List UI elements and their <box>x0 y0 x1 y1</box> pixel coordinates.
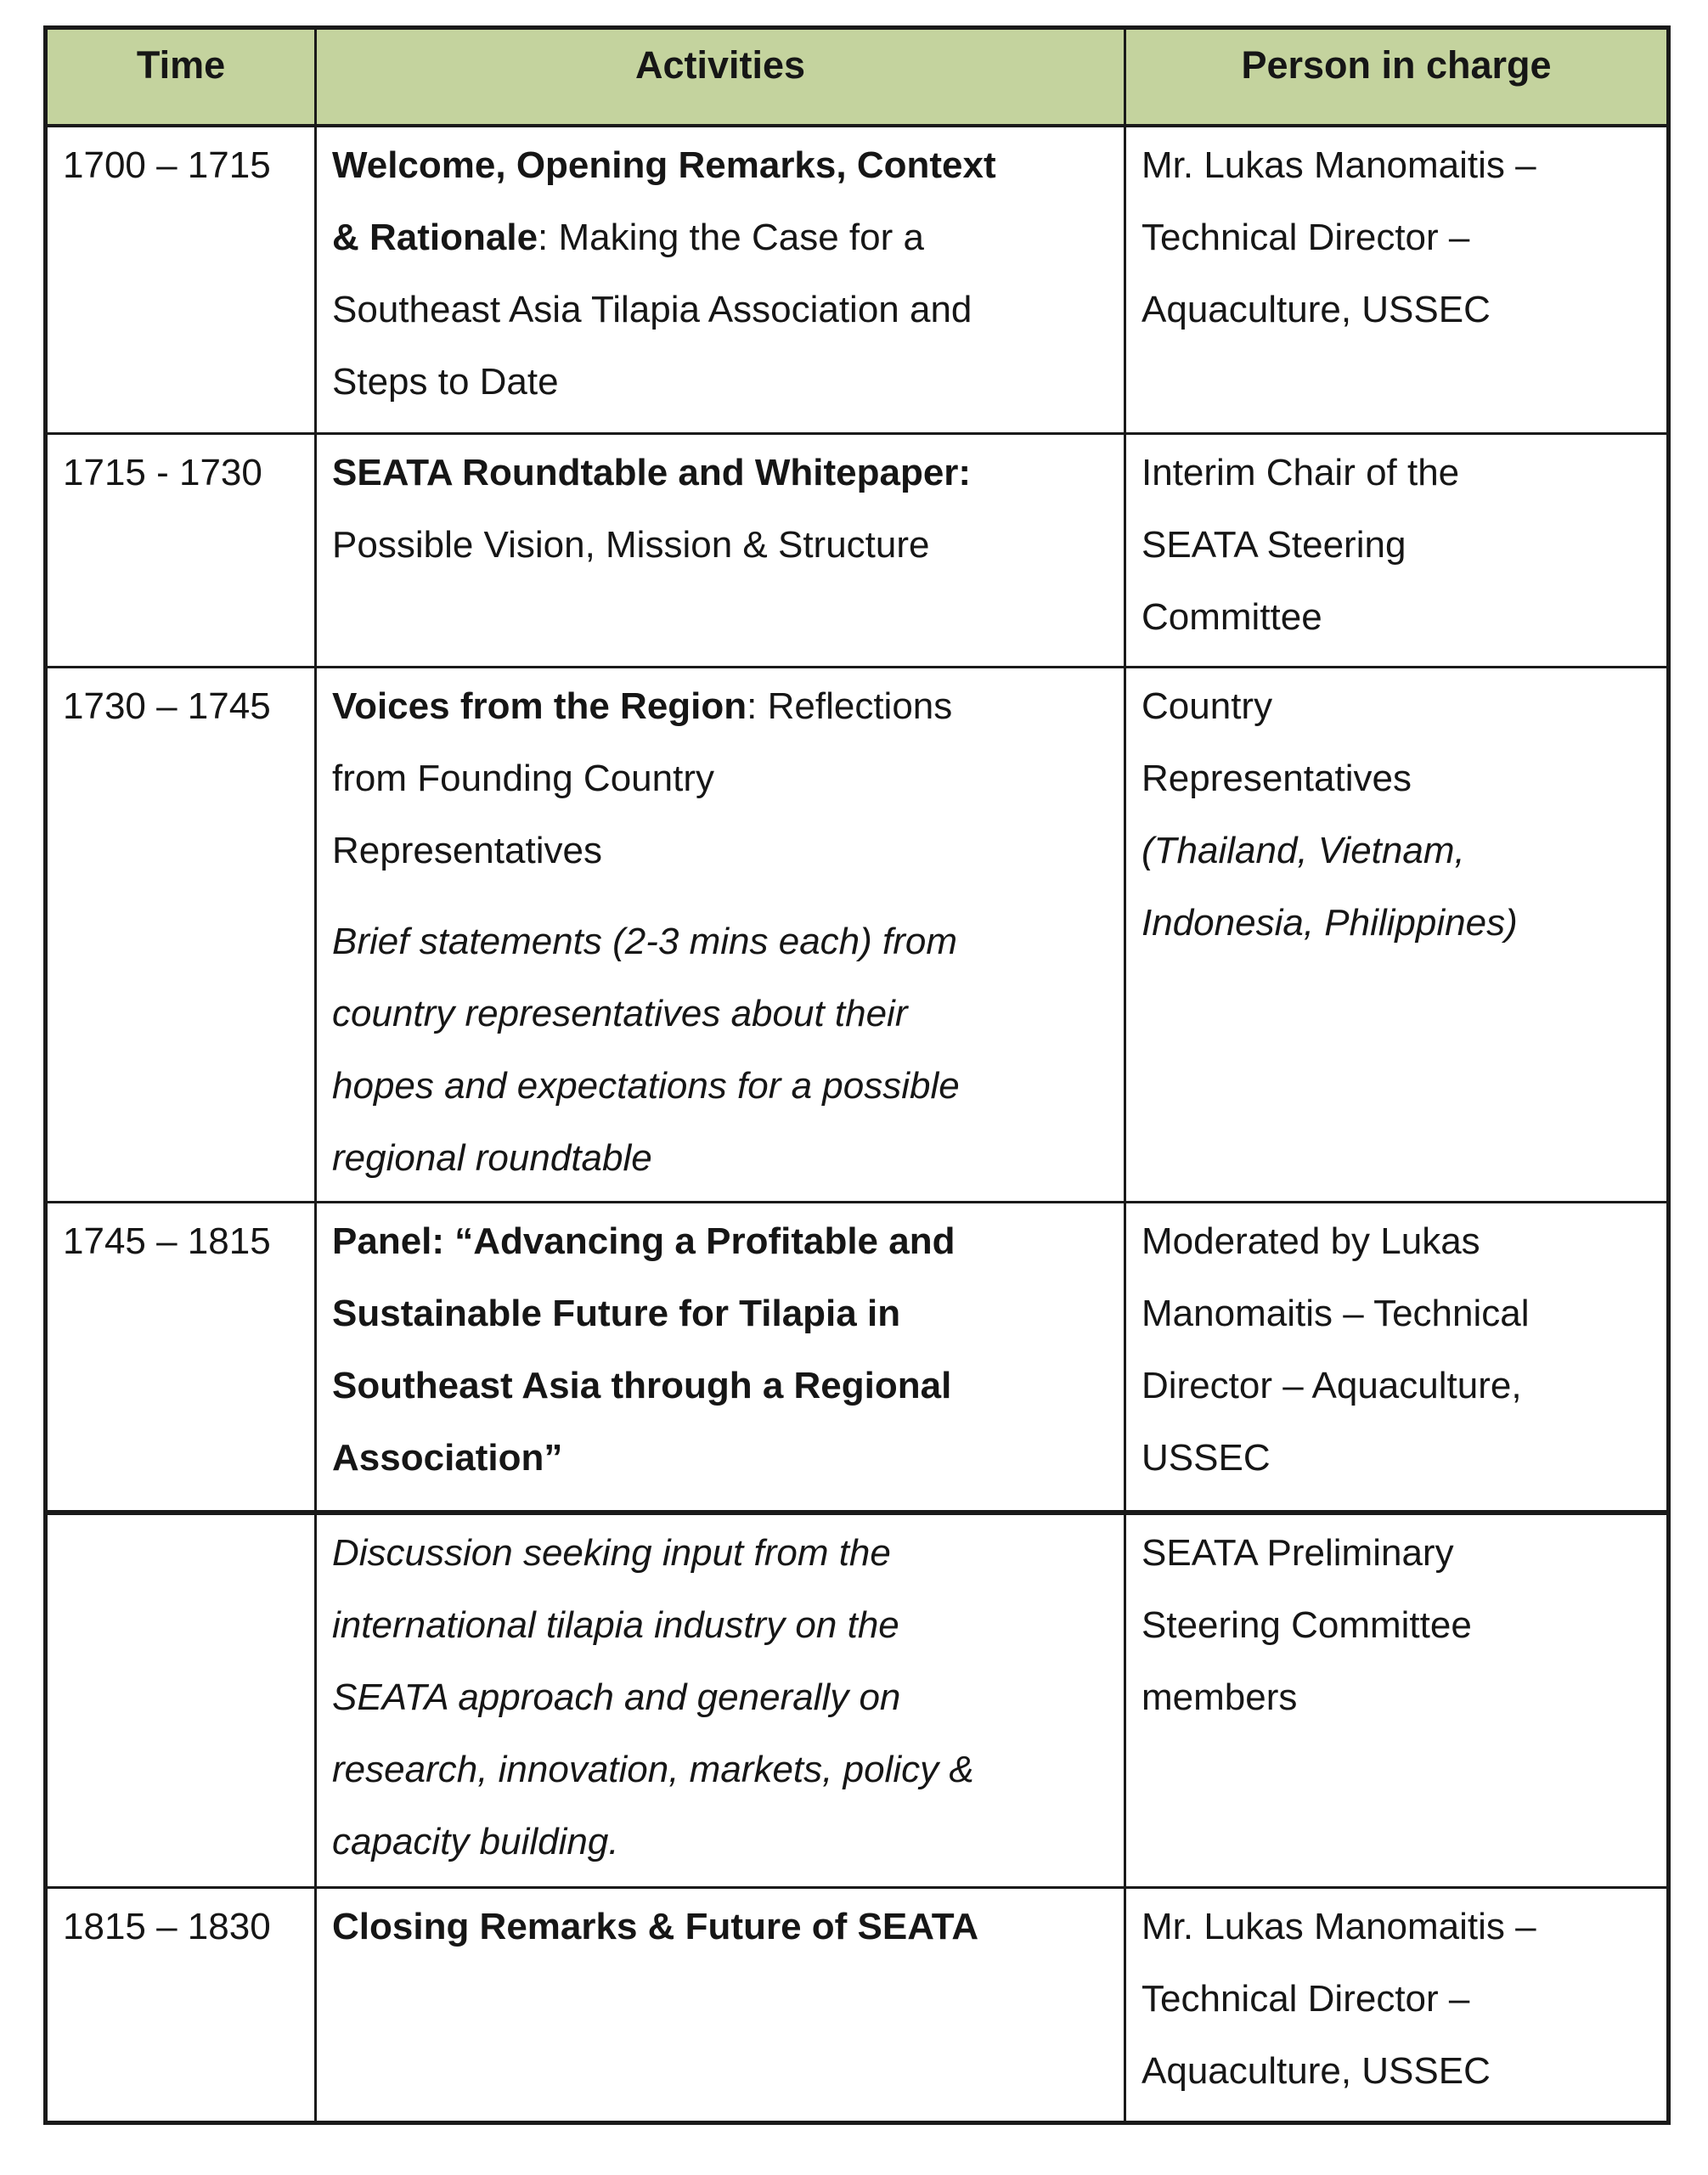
agenda-document <box>43 25 1671 2125</box>
activities-cell <box>316 1513 1125 1888</box>
text-line <box>332 670 1108 742</box>
table-row <box>46 1203 1669 1513</box>
regular-text: Aquaculture, USSEC <box>1141 288 1491 330</box>
regular-text: Director – Aquaculture, <box>1141 1365 1522 1406</box>
text-line <box>332 201 1108 273</box>
activities-cell <box>316 668 1125 1203</box>
agenda-table <box>43 25 1671 2125</box>
regular-text: : Reflections <box>747 685 953 727</box>
text-line <box>332 273 1108 346</box>
person-cell <box>1125 1203 1669 1513</box>
regular-text: Mr. Lukas Manomaitis – <box>1141 144 1536 186</box>
text-line <box>1141 1589 1651 1661</box>
text-line <box>332 742 1108 814</box>
person-cell <box>1125 434 1669 668</box>
text-line <box>332 1517 1108 1589</box>
regular-text: Possible Vision, Mission & Structure <box>332 524 930 566</box>
regular-text: SEATA Preliminary <box>1141 1531 1454 1574</box>
text-line <box>332 346 1108 418</box>
time-cell: 1730 – 1745 <box>46 668 316 1203</box>
regular-text: Steps to Date <box>332 360 559 403</box>
italic-text: regional roundtable <box>332 1137 652 1179</box>
italic-text: hopes and expectations for a possible <box>332 1065 960 1107</box>
activities-cell <box>316 126 1125 434</box>
table-row <box>46 1513 1669 1888</box>
bold-text: Panel: “Advancing a Profitable and <box>332 1220 955 1262</box>
regular-text: SEATA Steering <box>1141 524 1406 566</box>
table-row <box>46 434 1669 668</box>
text-line <box>332 1661 1108 1733</box>
text-line <box>1141 742 1651 814</box>
text-line <box>1141 1890 1651 1963</box>
activities-cell <box>316 1888 1125 2123</box>
table-header-row <box>46 28 1669 126</box>
text-line <box>332 905 1108 978</box>
text-line <box>332 1122 1108 1194</box>
text-line <box>332 129 1108 201</box>
bold-text: SEATA Roundtable and Whitepaper: <box>332 452 972 493</box>
table-row <box>46 668 1669 1203</box>
person-cell <box>1125 126 1669 434</box>
text-line <box>1141 273 1651 346</box>
bold-text: Welcome, Opening Remarks, Context <box>332 144 996 186</box>
person-cell <box>1125 1513 1669 1888</box>
regular-text: members <box>1141 1676 1298 1718</box>
regular-text: Manomaitis – Technical <box>1141 1293 1530 1334</box>
regular-text: from Founding Country <box>332 758 714 799</box>
text-line <box>332 978 1108 1050</box>
time-cell: 1815 – 1830 <box>46 1888 316 2123</box>
time-cell: 1745 – 1815 <box>46 1203 316 1513</box>
text-line <box>1141 1517 1651 1589</box>
text-line <box>1141 2035 1651 2107</box>
regular-text: Southeast Asia Tilapia Association and <box>332 288 972 330</box>
italic-text: capacity building. <box>332 1820 619 1862</box>
activities-cell <box>316 434 1125 668</box>
bold-text: Association” <box>332 1437 563 1479</box>
bold-text: Voices from the Region <box>332 685 747 727</box>
italic-text: SEATA approach and generally on <box>332 1676 901 1718</box>
text-line <box>1141 581 1651 653</box>
italic-text: international tilapia industry on the <box>332 1603 899 1646</box>
regular-text: Technical Director – <box>1141 1978 1470 2020</box>
regular-text: Mr. Lukas Manomaitis – <box>1141 1906 1536 1947</box>
text-line <box>1141 129 1651 201</box>
regular-text: Representatives <box>1141 758 1412 799</box>
text-line <box>332 1589 1108 1661</box>
italic-text: Discussion seeking input from the <box>332 1531 891 1574</box>
bold-text: Southeast Asia through a Regional <box>332 1365 952 1406</box>
table-row <box>46 1888 1669 2123</box>
italic-text: (Thailand, Vietnam, <box>1141 830 1465 871</box>
text-line <box>1141 1963 1651 2035</box>
italic-text: Brief statements (2-3 mins each) from <box>332 921 958 962</box>
text-line <box>332 1890 1108 1963</box>
person-cell <box>1125 668 1669 1203</box>
italic-text: Indonesia, Philippines) <box>1141 902 1518 944</box>
text-line <box>1141 1661 1651 1733</box>
agenda-body <box>46 126 1669 2123</box>
activities-cell <box>316 1203 1125 1513</box>
text-line <box>332 1806 1108 1878</box>
text-line <box>332 509 1108 581</box>
text-line <box>1141 1422 1651 1494</box>
time-cell: 1715 - 1730 <box>46 434 316 668</box>
text-line <box>1141 1277 1651 1350</box>
text-line <box>332 1733 1108 1806</box>
time-cell: 1700 – 1715 <box>46 126 316 434</box>
text-line <box>1141 814 1651 887</box>
regular-text: Interim Chair of the <box>1141 452 1460 493</box>
text-line <box>1141 1205 1651 1277</box>
text-line <box>1141 509 1651 581</box>
regular-text: : Making the Case for a <box>538 216 924 258</box>
text-line <box>332 1050 1108 1122</box>
text-line <box>332 1350 1108 1422</box>
header-cell-time: Time <box>46 28 316 126</box>
regular-text: Steering Committee <box>1141 1603 1472 1646</box>
regular-text: Country <box>1141 685 1273 727</box>
regular-text: Committee <box>1141 596 1322 638</box>
text-line <box>1141 1350 1651 1422</box>
regular-text: Moderated by Lukas <box>1141 1220 1480 1262</box>
text-line <box>332 814 1108 887</box>
text-line <box>1141 887 1651 959</box>
text-line <box>332 1422 1108 1494</box>
regular-text: Aquaculture, USSEC <box>1141 2050 1491 2092</box>
regular-text: Representatives <box>332 830 602 871</box>
bold-text: & Rationale <box>332 216 538 258</box>
text-line <box>1141 201 1651 273</box>
header-cell-activities: Activities <box>316 28 1125 126</box>
header-cell-person: Person in charge <box>1125 28 1669 126</box>
text-line <box>1141 437 1651 509</box>
bold-text: Sustainable Future for Tilapia in <box>332 1293 901 1334</box>
italic-text: research, innovation, markets, policy & <box>332 1748 974 1790</box>
text-line <box>332 1205 1108 1277</box>
table-row <box>46 126 1669 434</box>
text-line <box>1141 670 1651 742</box>
regular-text: Technical Director – <box>1141 216 1470 258</box>
text-line <box>332 1277 1108 1350</box>
time-cell <box>46 1513 316 1888</box>
italic-text: country representatives about their <box>332 993 908 1034</box>
regular-text: USSEC <box>1141 1437 1271 1479</box>
bold-text: Closing Remarks & Future of SEATA <box>332 1906 979 1947</box>
person-cell <box>1125 1888 1669 2123</box>
text-line <box>332 437 1108 509</box>
